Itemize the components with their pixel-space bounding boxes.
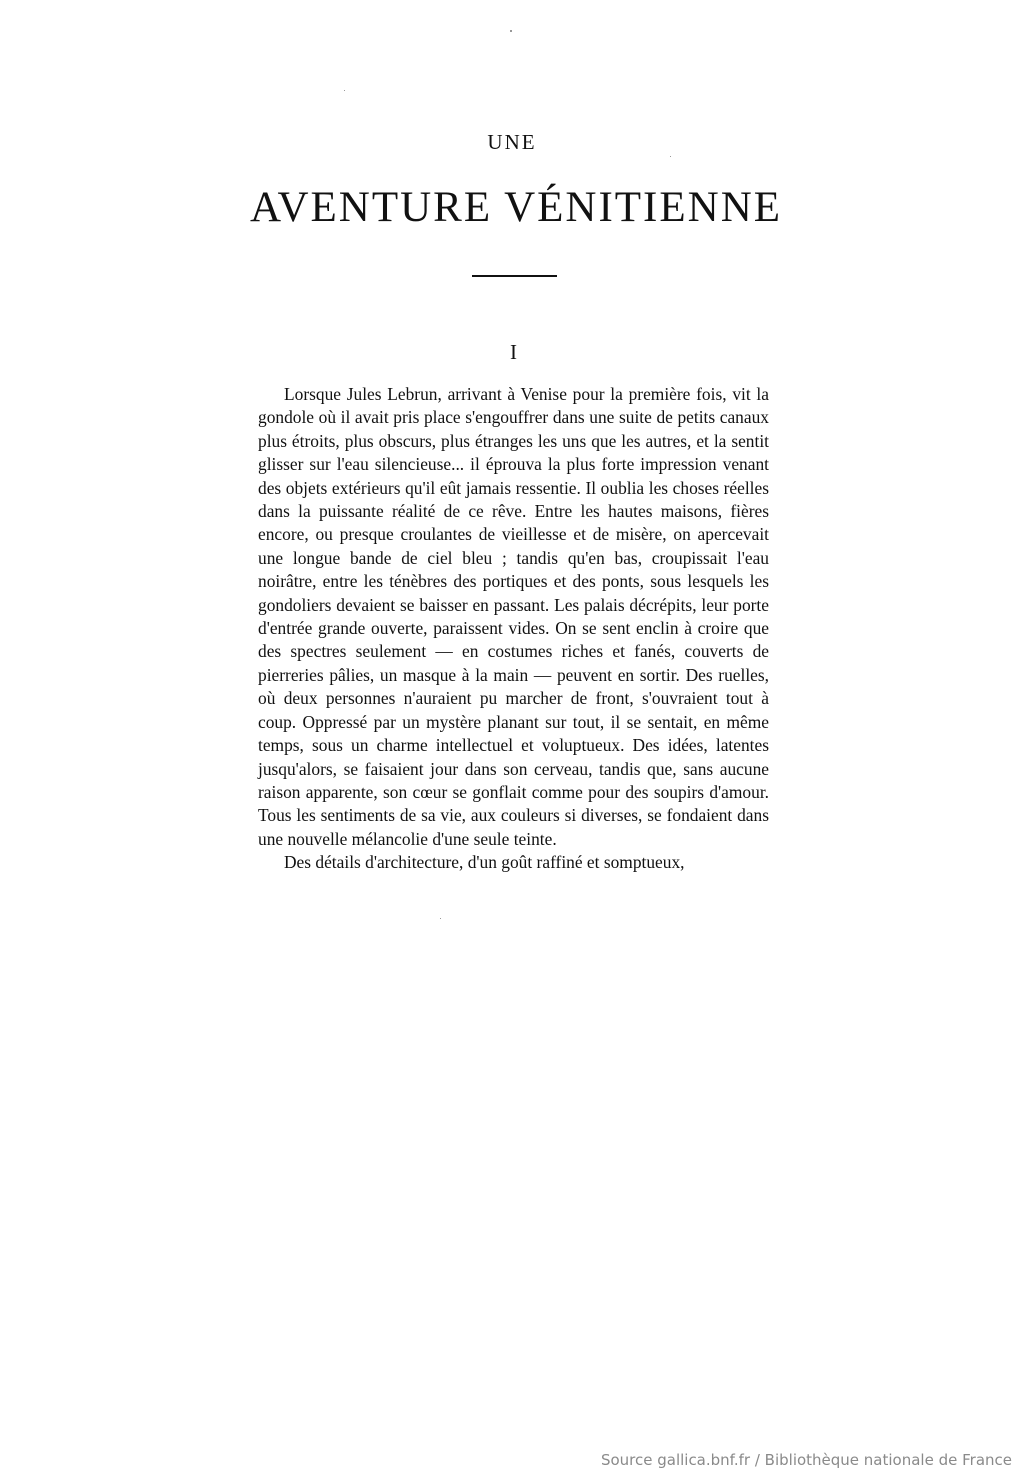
body-text [258, 383, 769, 875]
scan-speck [344, 90, 345, 91]
scan-speck [440, 918, 441, 919]
scan-speck [670, 156, 671, 157]
paragraph: Lorsque Jules Lebrun, arrivant à Venise pour la première fois, vit la gondole où il avait pris place s'engouffrer dans une suite de petits canaux plus étroits, plus obscurs, plus étranges les uns que les autres, et la sentit glisser sur l'eau silencieuse... il éprouva la plus forte impression venant des objets extérieurs qu'il eût jamais ressentie. Il oublia les choses réelles dans la puissante réalité de ce rêve. Entre les hautes maisons, fières encore, ou presque croulantes de vieillesse et de misère, on apercevait une longue bande de ciel bleu ; tandis qu'en bas, croupissait l'eau noirâtre, entre les ténèbres des portiques et des ponts, sous lesquels les gondoliers devaient se baisser en passant. Les palais décrépits, leur porte d'entrée grande ouverte, paraissent vides. On se sent enclin à croire que des spectres seulement — en costumes riches et fanés, couverts de pierreries pâlies, un masque à la main — peuvent en sortir. Des ruelles, où deux personnes n'auraient pu marcher de front, s'ouvraient tout à coup. Oppressé par un mystère planant sur tout, il se sentait, en même temps, sous un charme intellectuel et voluptueux. Des idées, latentes jusqu'alors, se faisaient jour dans son cerveau, tandis que, sans aucune raison apparente, son cœur se gonflait comme pour des soupirs d'amour. Tous les sentiments de sa vie, aux couleurs si diverses, se fondaient dans une nouvelle mélancolie d'une seule teinte. [258, 384, 769, 849]
title-rule [472, 275, 557, 277]
pre-title: UNE [487, 130, 537, 154]
source-attribution: Source gallica.bnf.fr / Bibliothèque nationale de France [600, 1451, 1012, 1469]
scan-speck [510, 30, 512, 32]
page-title: AVENTURE VÉNITIENNE [249, 184, 783, 231]
paragraph: Des détails d'architecture, d'un goût raffiné et somptueux, [284, 852, 685, 873]
chapter-number: I [510, 340, 517, 364]
